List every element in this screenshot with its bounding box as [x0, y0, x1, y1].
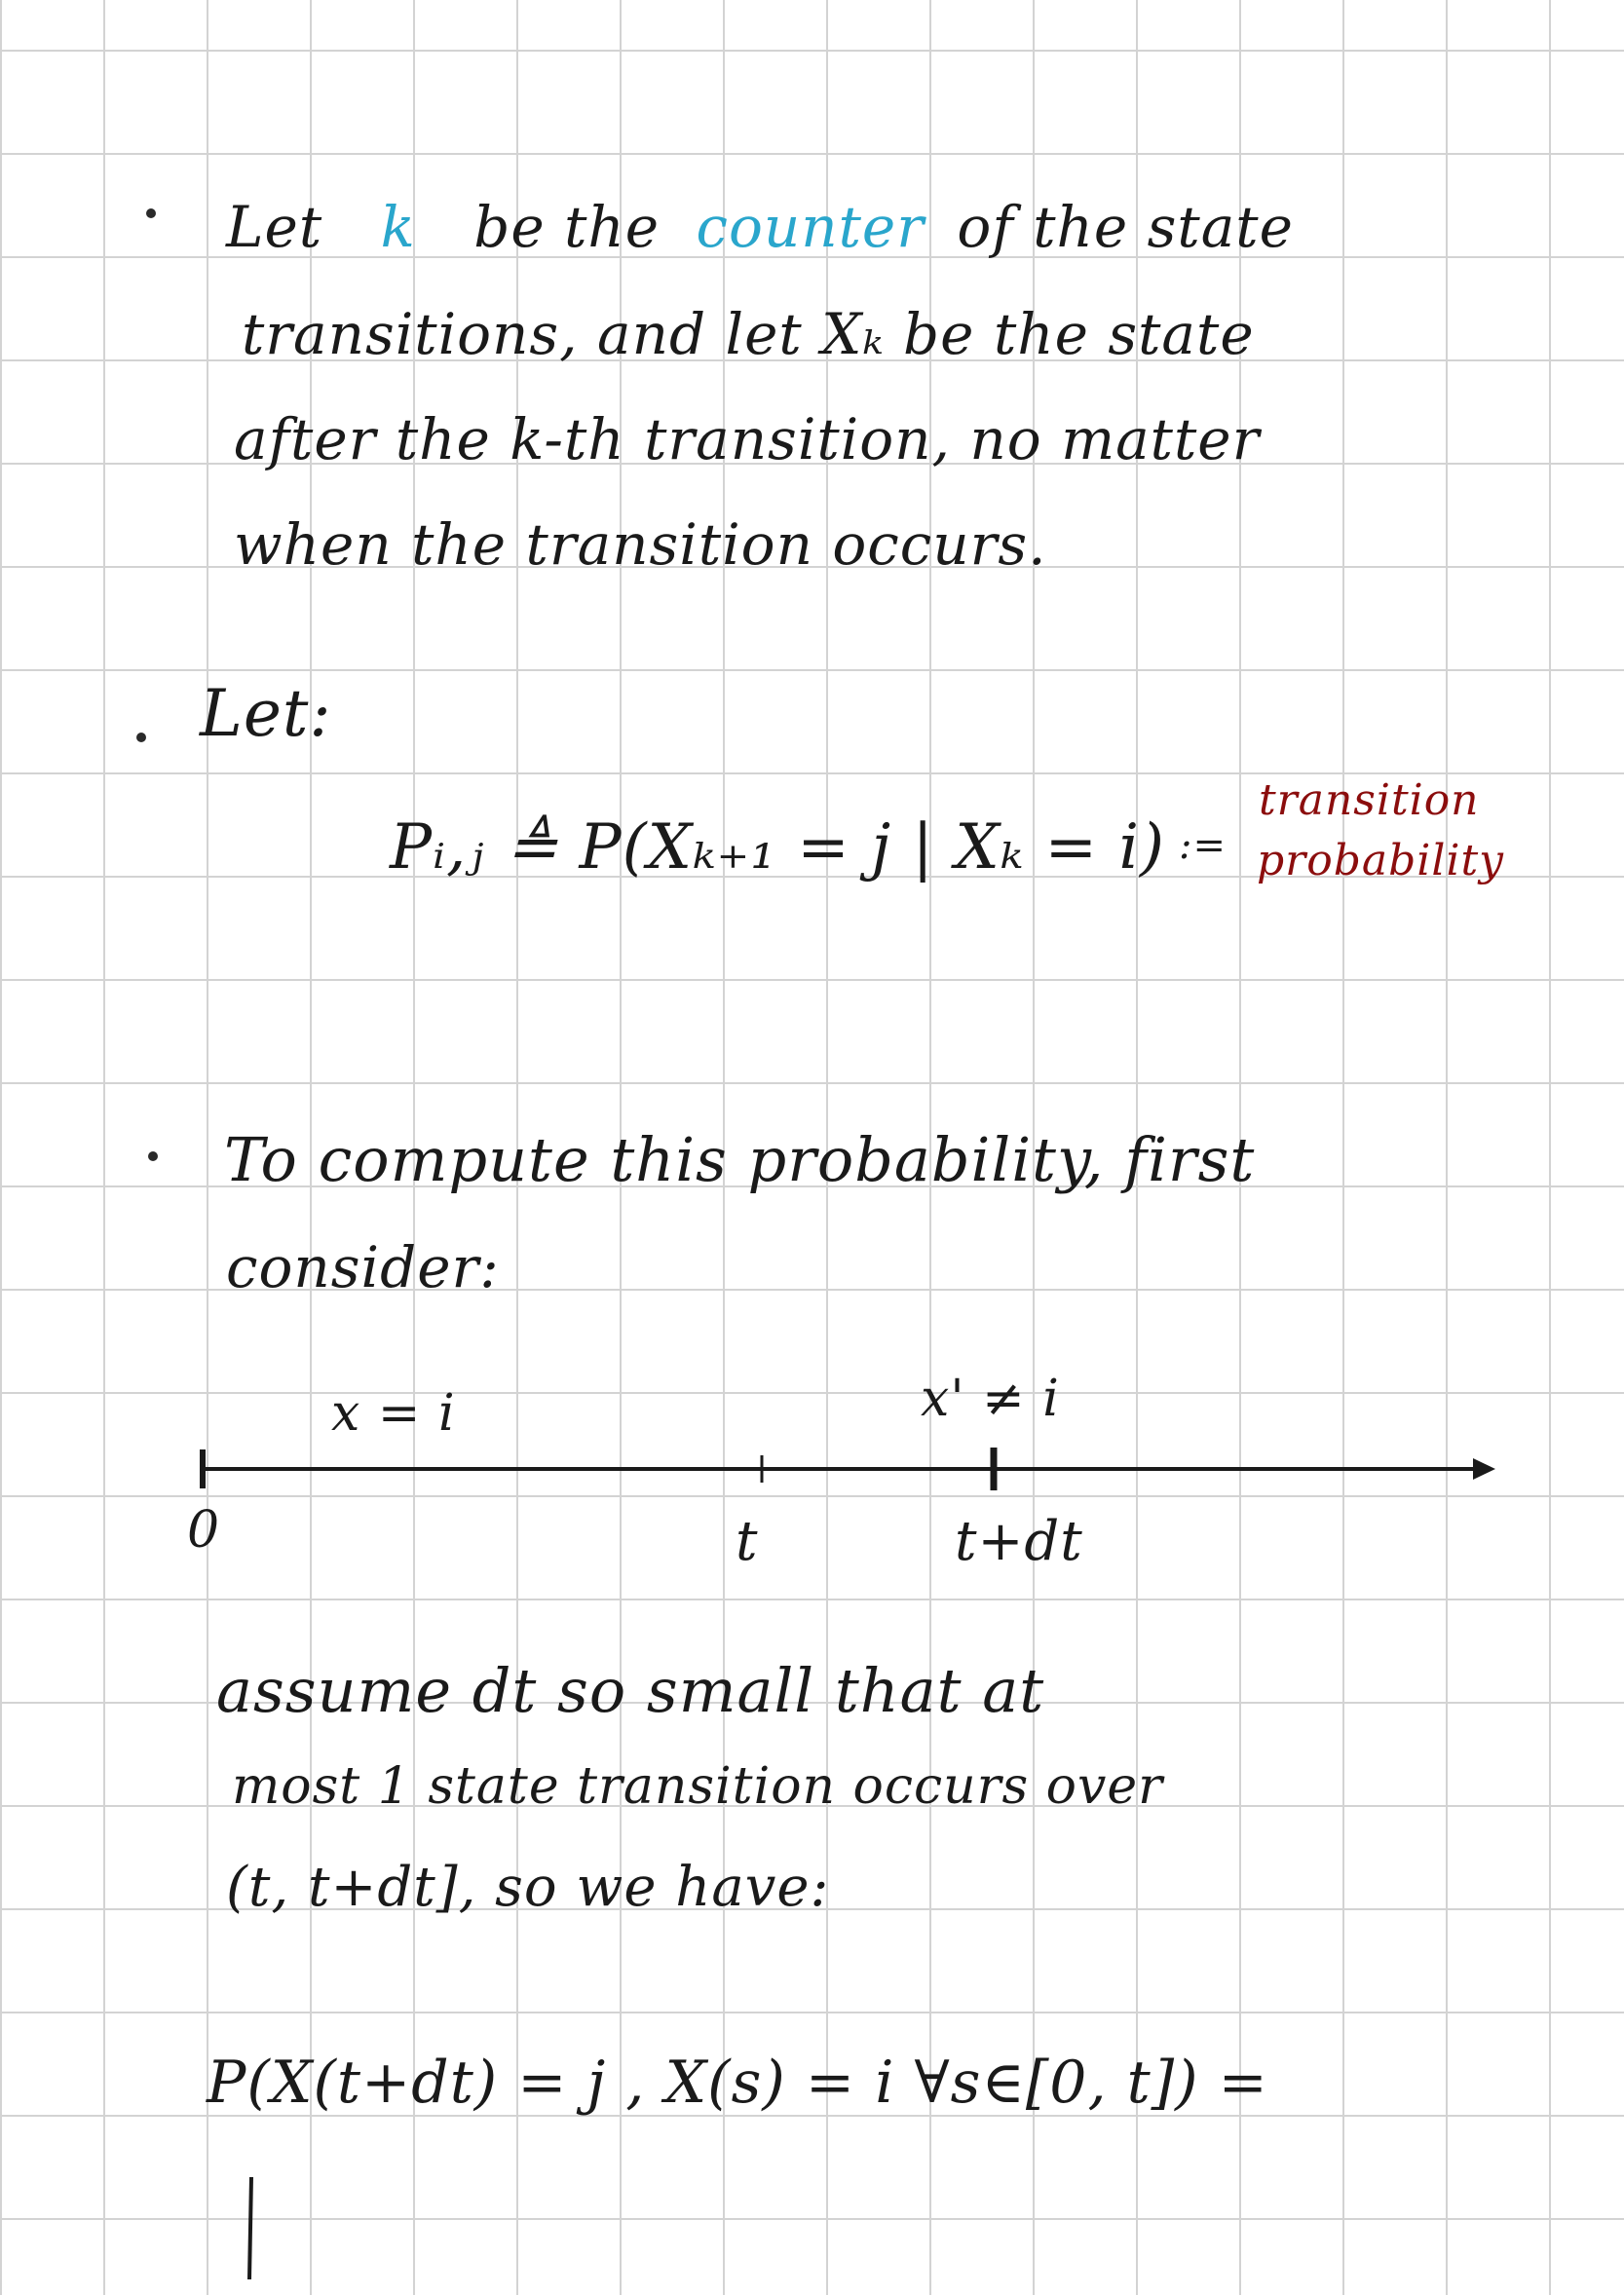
timeline-tick-0: 0 — [187, 1501, 221, 1560]
timeline-tick-t-plus-dt: t+dt — [955, 1510, 1083, 1573]
para1-rest1: of the state — [957, 194, 1294, 260]
para2-defeq: := — [1179, 823, 1227, 868]
annotation-probability: probability — [1257, 836, 1505, 885]
para1-counter: counter — [696, 194, 925, 260]
annotation-transition: transition — [1259, 775, 1480, 825]
para2-intro: Let: — [200, 676, 332, 751]
para1-line3: after the k-th transition, no matter — [234, 406, 1261, 472]
para1-var-k: k — [380, 194, 416, 260]
para1-be-the: be the — [473, 194, 661, 260]
para1-line4: when the transition occurs. — [234, 511, 1047, 578]
para1-let: Let — [226, 194, 323, 260]
para4-line2: most 1 state transition occurs over — [232, 1757, 1163, 1816]
para2-formula: Pᵢ,ⱼ ≜ P(Xₖ₊₁ = j | Xₖ = i) — [390, 811, 1165, 884]
para4-line3: (t, t+dt], so we have: — [226, 1856, 830, 1919]
para3-line2: consider: — [226, 1234, 500, 1300]
timeline-label-left: x = i — [331, 1384, 456, 1443]
para3-line1: To compute this probability, first — [224, 1124, 1256, 1195]
para4-line1: assume dt so small that at — [216, 1655, 1045, 1726]
timeline-label-right: x' ≠ i — [921, 1370, 1060, 1428]
para1-line2: transitions, and let Xₖ be the state — [242, 301, 1255, 367]
equation-line: P(X(t+dt) = j , X(s) = i ∀s∈[0, t]) = — [207, 2049, 1268, 2117]
timeline-tick-t: t — [736, 1510, 759, 1573]
